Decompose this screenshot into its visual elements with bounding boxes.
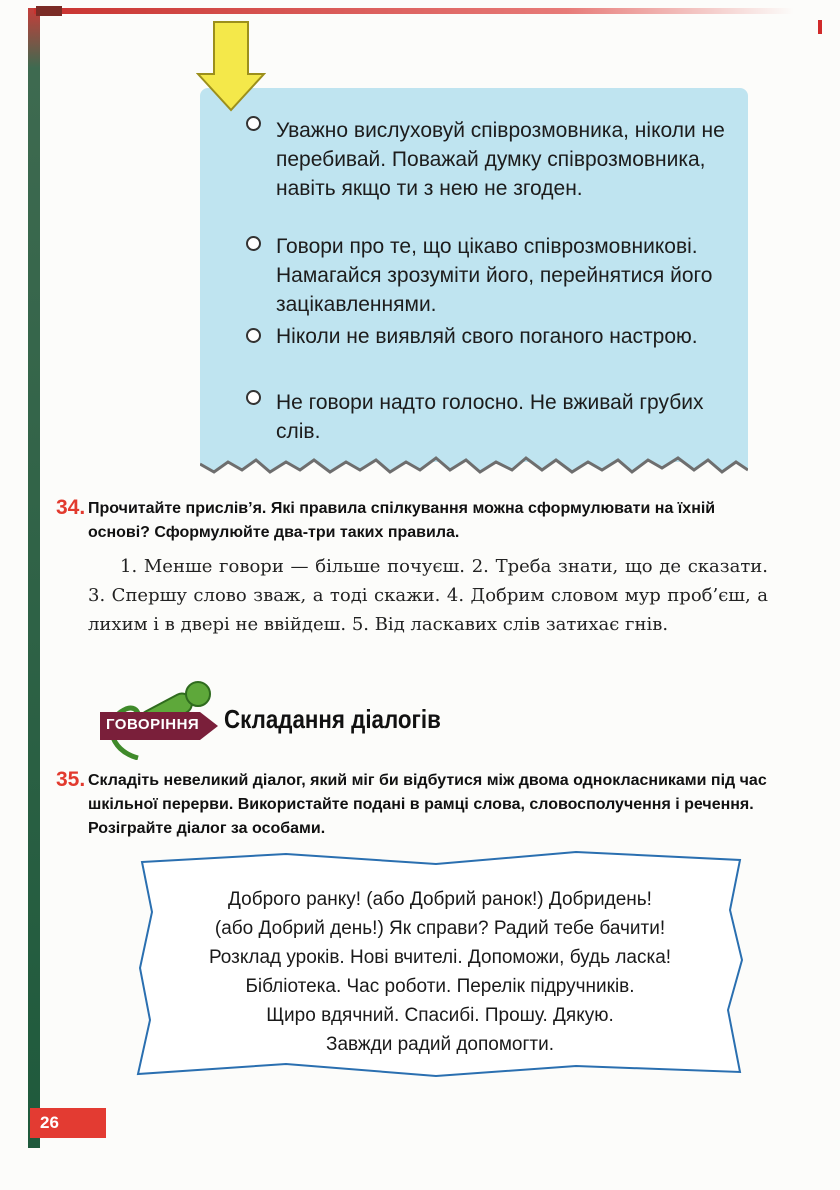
task-35-number: 35. [56,768,86,791]
corner-mark [36,6,62,16]
down-arrow-icon [196,20,266,112]
task-35-instruction: Складіть невеликий діалог, який міг би відбутися між двома однокласниками під час шкільної перерви. Використайте подані в рамці слова, словосполучення і речення. Розіграйте діалог за особами. [88,772,767,837]
bullet-icon [246,328,261,343]
dialog-line: Доброго ранку! (або Добрий ранок!) Добридень! [228,889,652,910]
section-title: Складання діалогів [224,704,441,734]
dialog-line: Розклад уроків. Нові вчителі. Допоможи, будь ласка! [208,947,672,968]
dialog-words [150,885,730,1059]
dialog-line: Завжди радий допомогти. [326,1034,554,1055]
page-number: 26 [40,1113,59,1132]
rule-item: Уважно вислуховуй співрозмовника, ніколи не перебивай. Поважай думку співрозмовника, навіть якщо ти з нею не згоден. [276,119,725,200]
bullet-icon [246,390,261,405]
task-34-proverbs: 1. Менше говори — більше почуєш. 2. Треба знати, що де сказати. 3. Спершу слово зваж, а тоді скажи. 4. Добрим словом мур проб’єш, а лихим і в двері не ввійдеш. 5. Від ласкавих слів затихає гнів. [88,556,768,635]
margin-tick [818,20,822,34]
rules-box-torn-edge [200,448,748,484]
rule-item: Ніколи не виявляй свого поганого настрою. [276,325,698,348]
rule-item: Говори про те, що цікаво співрозмовникові. Намагайся зрозуміти його, перейнятися його зацікавленнями. [276,235,713,316]
section-label: ГОВОРІННЯ [106,716,200,733]
rule-item: Не говори надто голосно. Не вживай грубих слів. [276,391,704,443]
page-spine [28,8,40,1148]
dialog-line: Щиро вдячний. Спасибі. Прошу. Дякую. [266,1005,614,1026]
dialog-line: Бібліотека. Час роботи. Перелік підручників. [245,976,635,997]
bullet-icon [246,236,261,251]
task-34-instruction: Прочитайте прислів’я. Які правила спілкування можна сформулювати на їхній основі? Сформулюйте два-три таких правила. [88,500,716,541]
dialog-line: (або Добрий день!) Як справи? Радий тебе бачити! [214,918,666,939]
bullet-icon [246,116,261,131]
task-34-number: 34. [56,496,86,519]
top-rule [34,8,794,14]
